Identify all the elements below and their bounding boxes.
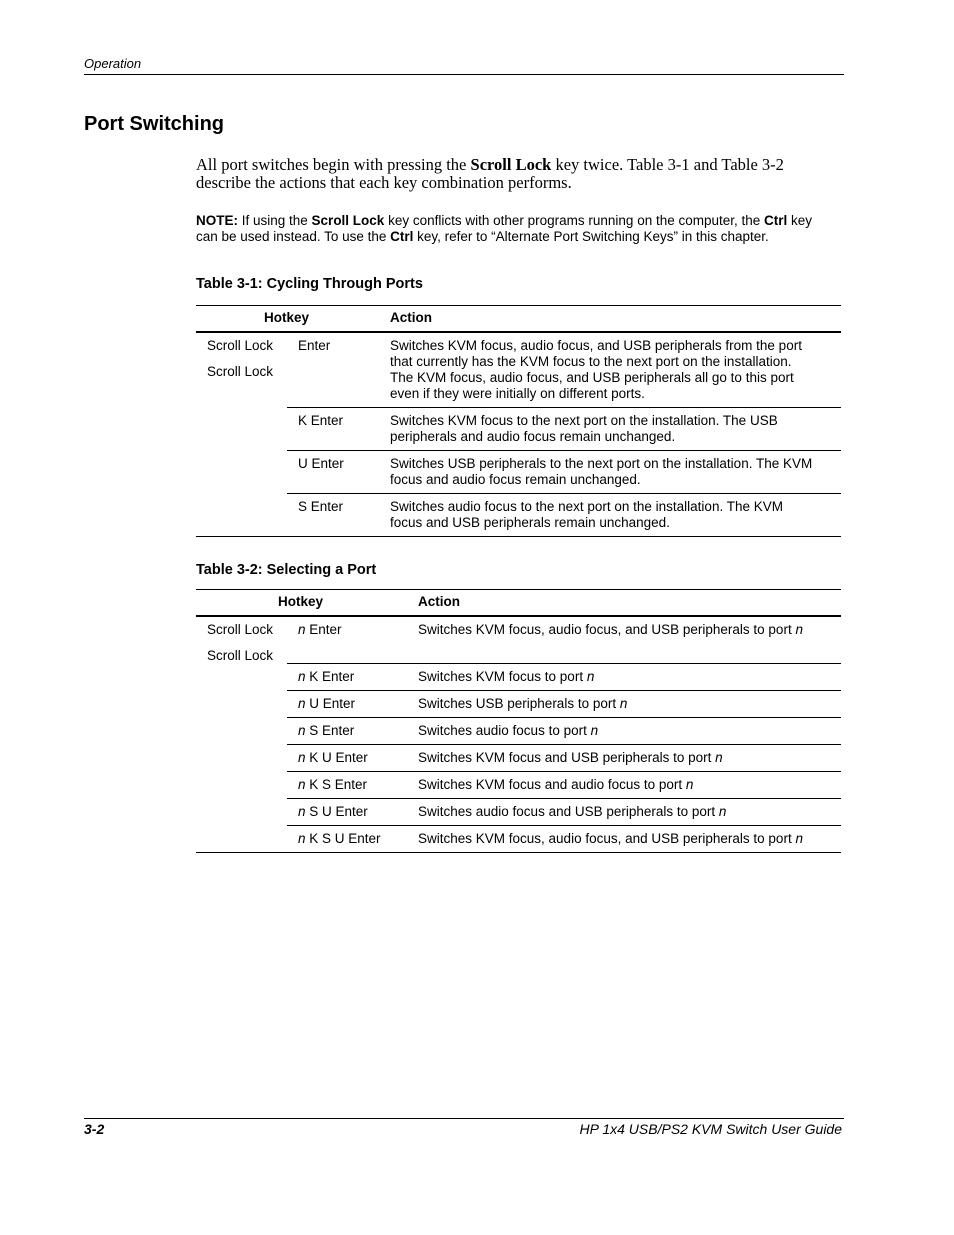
- column-header-action: Action: [407, 590, 841, 617]
- table-row: [196, 772, 841, 799]
- action-cell: [379, 451, 841, 494]
- note-paragraph: [196, 213, 836, 245]
- note-key: Scroll Lock: [311, 213, 385, 228]
- key-sequence: K S U Enter: [305, 831, 381, 846]
- guide-title: HP 1x4 USB/PS2 KVM Switch User Guide: [579, 1121, 842, 1137]
- action-line: Switches KVM focus, audio focus, and USB peripherals from the port: [390, 338, 802, 353]
- action-text: Switches USB peripherals to port: [418, 696, 620, 711]
- action-line: Switches KVM focus to the next port on the installation. The USB: [390, 413, 778, 428]
- key-sequence: K S Enter: [305, 777, 368, 792]
- hotkey-key: [287, 745, 407, 772]
- table-row: [196, 826, 841, 853]
- action-cell: [407, 772, 841, 799]
- note-text: key can be used instead. To use the: [196, 213, 813, 244]
- column-header-hotkey: Hotkey: [196, 306, 379, 333]
- hotkey-scroll-lock: Scroll Lock: [207, 364, 274, 379]
- hotkey-key: [287, 664, 407, 691]
- intro-text-2: key twice. Table 3-1 and Table 3-2 describe the actions that each key combination performs.: [196, 155, 784, 192]
- action-line: peripherals and audio focus remain unchanged.: [390, 429, 676, 444]
- table-row: [196, 718, 841, 745]
- action-cell: [407, 826, 841, 853]
- port-variable: n: [298, 696, 306, 711]
- action-cell: [379, 332, 841, 408]
- action-text: Switches KVM focus and USB peripherals to port: [418, 750, 716, 765]
- hotkey-key: Enter: [287, 332, 379, 408]
- intro-paragraph: [196, 156, 836, 192]
- table-row: [196, 494, 841, 537]
- port-variable: n: [718, 804, 727, 819]
- hotkey-key: [287, 772, 407, 799]
- table1-caption: Table 3-1: Cycling Through Ports: [196, 276, 423, 292]
- action-text: Switches KVM focus to port: [418, 669, 587, 684]
- page-number: 3-2: [84, 1121, 105, 1137]
- key-sequence: S Enter: [305, 723, 355, 738]
- port-variable: n: [298, 831, 306, 846]
- note-text: If using the: [238, 213, 312, 228]
- table-row: [196, 799, 841, 826]
- table-header-row: [196, 306, 841, 333]
- action-cell: [407, 718, 841, 745]
- action-line: Switches USB peripherals to the next port on the installation. The KVM: [390, 456, 813, 471]
- action-cell: [407, 745, 841, 772]
- note-key: Ctrl: [764, 213, 788, 228]
- hotkey-key: S Enter: [287, 494, 379, 537]
- action-line: that currently has the KVM focus to the next port on the installation.: [390, 354, 792, 369]
- hotkey-key: [287, 799, 407, 826]
- hotkey-key: K Enter: [287, 408, 379, 451]
- header-divider: [84, 74, 844, 75]
- action-cell: [407, 691, 841, 718]
- hotkey-key: [287, 718, 407, 745]
- hotkey-scroll-lock: Scroll Lock: [207, 622, 274, 637]
- hotkey-prefix: [196, 332, 287, 537]
- column-header-action: Action: [379, 306, 841, 333]
- action-cell: [407, 664, 841, 691]
- action-line: Switches audio focus to the next port on the installation. The KVM: [390, 499, 783, 514]
- port-variable: n: [795, 831, 803, 846]
- action-cell: [379, 494, 841, 537]
- port-variable: n: [715, 750, 723, 765]
- running-header: Operation: [84, 56, 142, 71]
- note-label: NOTE:: [196, 213, 238, 228]
- intro-text: All port switches begin with pressing the: [196, 155, 471, 174]
- action-text: Switches KVM focus, audio focus, and USB peripherals to port: [418, 622, 796, 637]
- hotkey-prefix: [196, 616, 287, 853]
- table-row: [196, 745, 841, 772]
- note-text: key conflicts with other programs running on the computer, the: [384, 213, 765, 228]
- key-sequence: K U Enter: [305, 750, 368, 765]
- table-row: [196, 332, 841, 408]
- port-variable: n: [298, 622, 306, 637]
- action-line: even if they were initially on different ports.: [390, 386, 645, 401]
- key-sequence: S U Enter: [305, 804, 368, 819]
- hotkey-key: [287, 616, 407, 664]
- key-sequence: Enter: [305, 622, 342, 637]
- action-cell: [407, 799, 841, 826]
- hotkey-scroll-lock: Scroll Lock: [207, 338, 274, 353]
- port-variable: n: [685, 777, 694, 792]
- table-row: [196, 408, 841, 451]
- action-line: focus and audio focus remain unchanged.: [390, 472, 641, 487]
- port-variable: n: [298, 723, 306, 738]
- port-variable: n: [298, 804, 306, 819]
- table2-caption: Table 3-2: Selecting a Port: [196, 562, 377, 578]
- action-text: Switches audio focus and USB peripherals to port: [418, 804, 719, 819]
- key-sequence: U Enter: [305, 696, 356, 711]
- intro-key: Scroll Lock: [470, 155, 552, 174]
- table-header-row: [196, 590, 841, 617]
- port-variable: n: [586, 669, 595, 684]
- action-cell: [407, 616, 841, 664]
- key-sequence: K Enter: [305, 669, 355, 684]
- port-variable: n: [298, 669, 306, 684]
- hotkey-key: [287, 691, 407, 718]
- table-cycling-ports: [196, 305, 841, 537]
- port-variable: n: [795, 622, 803, 637]
- table-row: [196, 691, 841, 718]
- action-line: The KVM focus, audio focus, and USB peripherals all go to this port: [390, 370, 794, 385]
- action-cell: [379, 408, 841, 451]
- hotkey-scroll-lock: Scroll Lock: [207, 648, 274, 663]
- note-key: Ctrl: [390, 229, 414, 244]
- port-variable: n: [619, 696, 628, 711]
- action-line: focus and USB peripherals remain unchanged.: [390, 515, 670, 530]
- port-variable: n: [298, 777, 306, 792]
- footer-divider: [84, 1118, 844, 1119]
- action-text: Switches KVM focus, audio focus, and USB peripherals to port: [418, 831, 796, 846]
- port-variable: n: [590, 723, 599, 738]
- column-header-hotkey: Hotkey: [196, 590, 407, 617]
- table-row: [196, 616, 841, 664]
- table-row: [196, 451, 841, 494]
- hotkey-key: U Enter: [287, 451, 379, 494]
- port-variable: n: [298, 750, 306, 765]
- action-text: Switches audio focus to port: [418, 723, 591, 738]
- hotkey-key: [287, 826, 407, 853]
- table-row: [196, 664, 841, 691]
- table-selecting-port: [196, 589, 841, 853]
- page-title: Port Switching: [84, 113, 224, 135]
- note-text: key, refer to “Alternate Port Switching Keys” in this chapter.: [413, 229, 769, 244]
- action-text: Switches KVM focus and audio focus to port: [418, 777, 686, 792]
